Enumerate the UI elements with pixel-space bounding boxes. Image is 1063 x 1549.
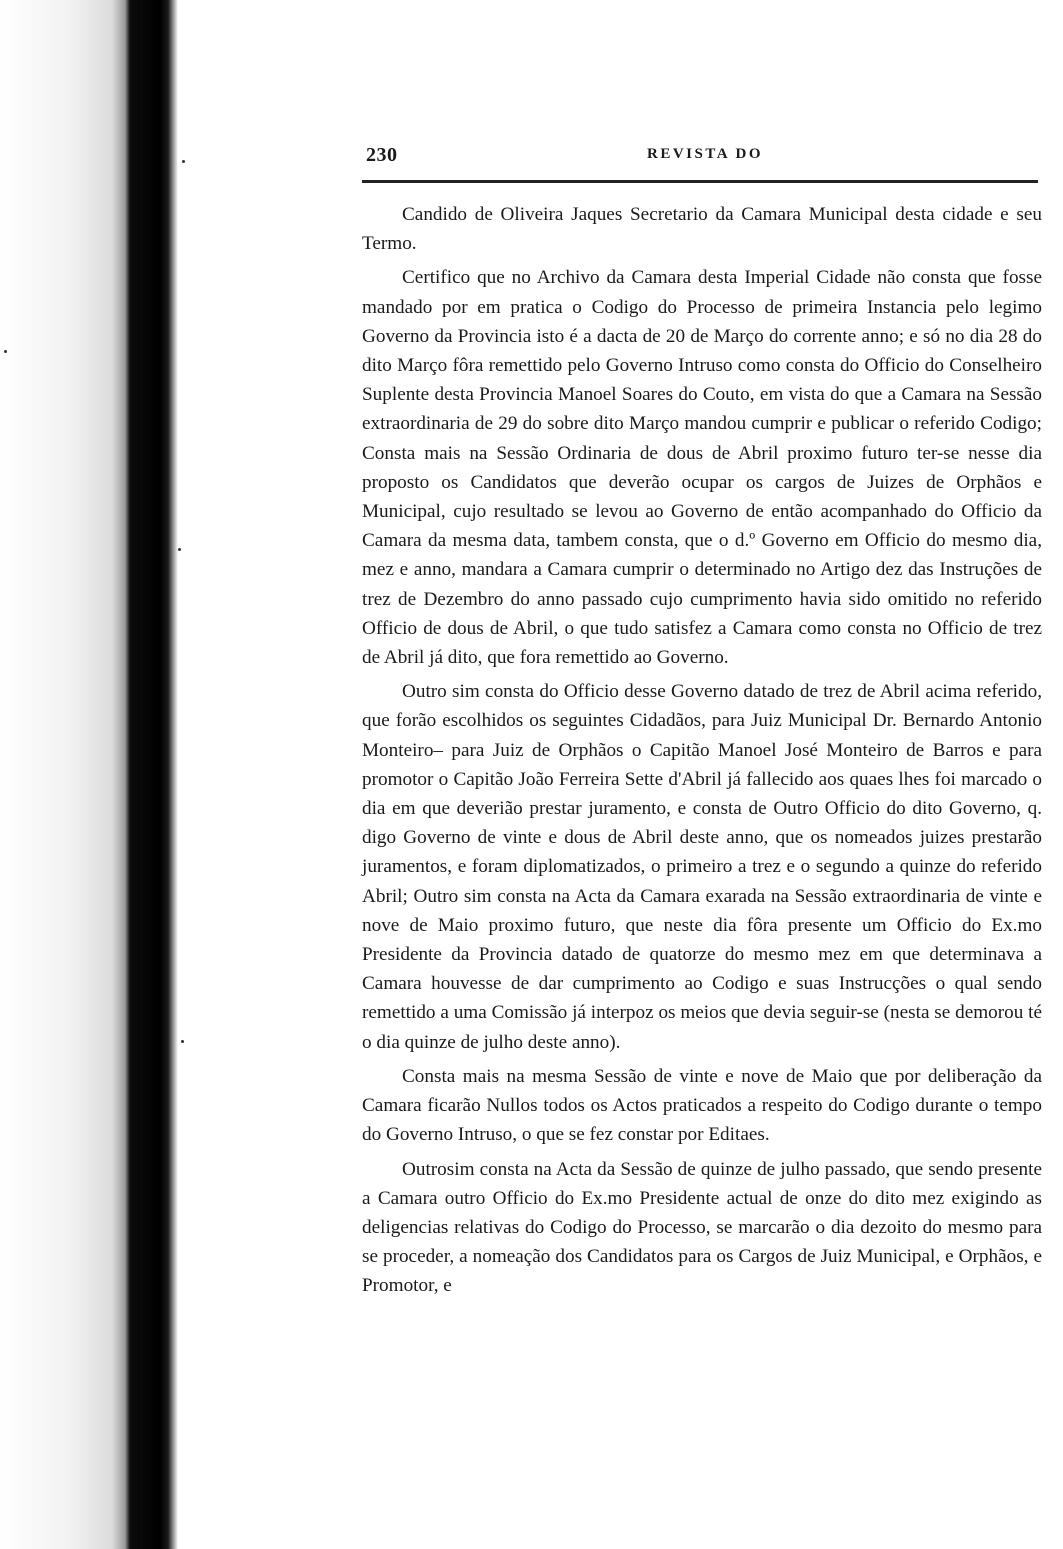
scan-speck: [182, 160, 185, 163]
scan-speck: [178, 548, 181, 551]
paragraph: Outro sim consta do Officio desse Governo datado de trez de Abril acima referido, que forão escolhidos os seguintes Cidadãos, para Juiz Municipal Dr. Bernardo Antonio Monteiro– para Juiz de Orphãos o Capitão Manoel José Monteiro de Barros e para promotor o Capitão João Ferreira Sette d'Abril já fallecido aos quaes lhes foi marcado o dia em que deverião prestar juramento, e consta de Outro Officio do dito Governo, q. digo Governo de vinte e dous de Abril deste anno, que os nomeados juizes prestarão juramentos, e foram diplomatizados, o primeiro a trez e o segundo a quinze do referido Abril; Outro sim consta na Acta da Camara exarada na Sessão extraordinaria de vinte e nove de Maio proximo futuro, que neste dia fôra presente um Officio do Ex.mo Presidente da Provincia datado de quatorze do mesmo mez em que determinava a Camara houvesse de dar cumprimento ao Codigo e suas Instrucções o qual sendo remettido a uma Comissão já interpoz os meios que devia seguir-se (nesta se demorou té o dia quinze de julho deste anno).: [362, 681, 1042, 1053]
body-text: [362, 200, 1042, 1301]
running-head: [362, 140, 1042, 180]
paragraph: Certifico que no Archivo da Camara desta Imperial Cidade não consta que fosse mandado por em pratica o Codigo do Processo de primeira Instancia pelo legimo Governo da Provincia isto é a dacta de 20 de Março do corrente anno; e só no dia 28 do dito Março fôra remettido pelo Governo Intruso como consta do Officio do Conselheiro Suplente desta Provincia Manoel Soares do Couto, em vista do que a Camara na Sessão extraordinaria de 29 do sobre dito Março mandou cumprir e publicar o referido Codigo; Consta mais na Sessão Ordinaria de dous de Abril proximo futuro ter-se nesse dia proposto os Candidatos que deverão ocupar os cargos de Juizes de Orphãos e Municipal, cujo resultado se levou ao Governo de então acompanhado do Officio da Camara da mesma data, tambem consta, que o d.º Governo em Officio do mesmo dia, mez e anno, mandara a Camara cumprir o determinado no Artigo dez das Instruções de trez de Dezembro do anno passado cujo cumprimento havia sido omitido no referido Officio de dous de Abril, o que tudo satisfez a Camara como consta no Officio de trez de Abril já dito, que fora remettido ao Governo.: [362, 267, 1042, 669]
book-page: [362, 140, 1042, 1306]
binding-gutter: [0, 0, 190, 1549]
scan-speck: [4, 350, 7, 353]
paragraph: Candido de Oliveira Jaques Secretario da Camara Municipal desta cidade e seu Termo.: [362, 204, 1042, 255]
header-rule: [362, 180, 1038, 183]
journal-title: REVISTA DO: [647, 146, 763, 162]
page-number: 230: [366, 144, 398, 166]
paragraph: Outrosim consta na Acta da Sessão de quinze de julho passado, que sendo presente a Camara outro Officio do Ex.mo Presidente actual de onze do dito mez exigindo as deligencias relativas do Codigo do Processo, se marcarão o dia dezoito do mesmo para se proceder, a nomeação dos Candidatos para os Cargos de Juiz Municipal, e Orphãos, e Promotor, e: [362, 1158, 1042, 1297]
paragraph: Consta mais na mesma Sessão de vinte e nove de Maio que por deliberação da Camara ficarão Nullos todos os Actos praticados a respeito do Codigo durante o tempo do Governo Intruso, o que se fez constar por Editaes.: [362, 1065, 1042, 1146]
scan-speck: [181, 1040, 184, 1043]
